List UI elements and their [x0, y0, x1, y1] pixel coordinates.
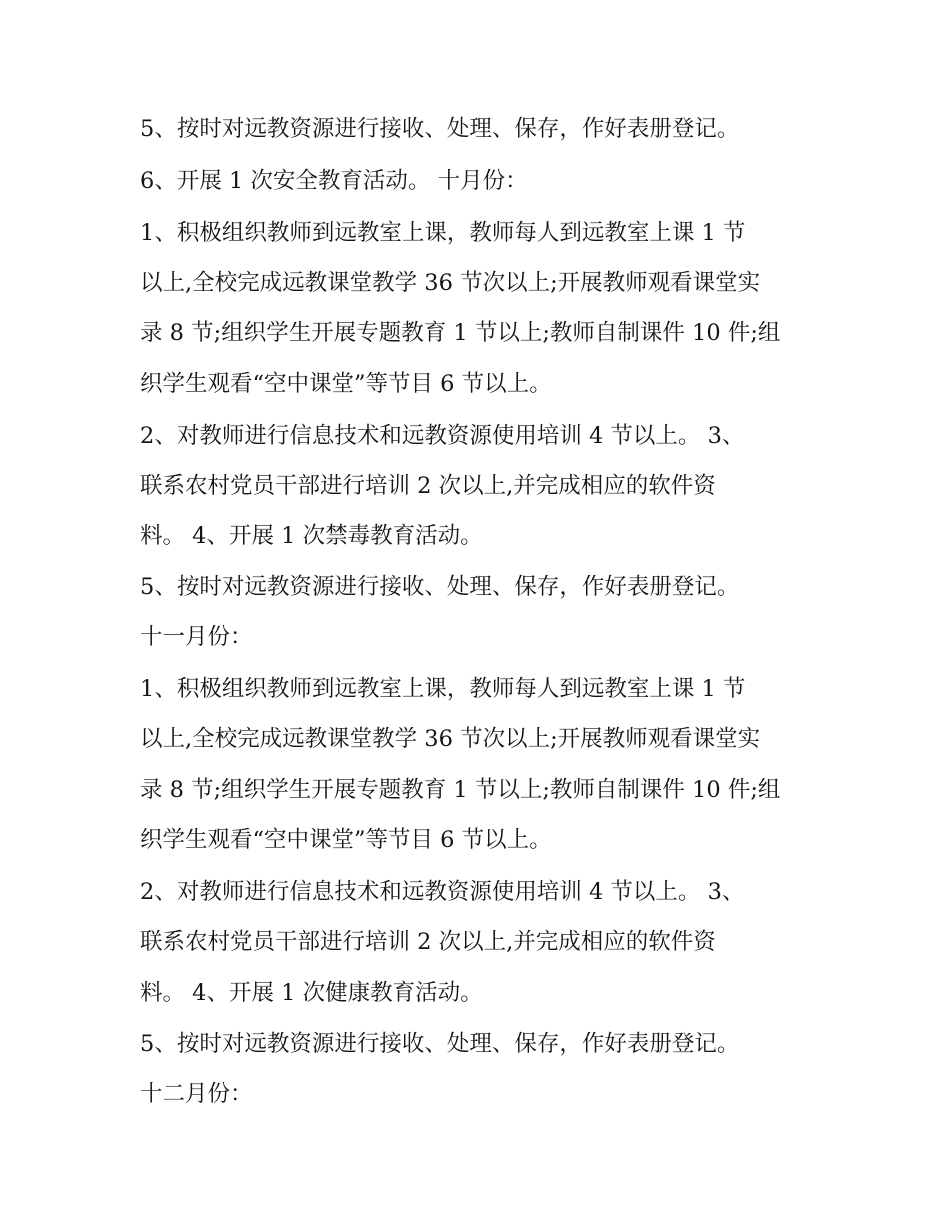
- text-line: 5、按时对远教资源进行接收、处理、保存，作好表册登记。: [140, 116, 740, 142]
- text-line: 2、对教师进行信息技术和远教资源使用培训 4 节以上。 3、: [140, 423, 745, 449]
- text-line: 织学生观看“空中课堂”等节目 6 节以上。: [140, 371, 552, 397]
- text-line: 录 8 节;组织学生开展专题教育 1 节以上;教师自制课件 10 件;组: [140, 320, 781, 346]
- text-line: 1、积极组织教师到远教室上课，教师每人到远教室上课 1 节: [140, 220, 746, 246]
- text-line: 5、按时对远教资源进行接收、处理、保存，作好表册登记。: [140, 1031, 740, 1057]
- section-heading: 十二月份：: [140, 1081, 253, 1107]
- text-line: 以上,全校完成远教课堂教学 36 节次以上;开展教师观看课堂实: [140, 270, 761, 296]
- text-line: 料。 4、开展 1 次禁毒教育活动。: [140, 523, 483, 549]
- text-line: 1、积极组织教师到远教室上课，教师每人到远教室上课 1 节: [140, 676, 746, 702]
- text-line: 联系农村党员干部进行培训 2 次以上,并完成相应的软件资: [140, 473, 716, 499]
- text-line: 联系农村党员干部进行培训 2 次以上,并完成相应的软件资: [140, 929, 716, 955]
- text-line: 5、按时对远教资源进行接收、处理、保存，作好表册登记。: [140, 574, 740, 600]
- text-line: 料。 4、开展 1 次健康教育活动。: [140, 980, 483, 1006]
- text-line: 以上,全校完成远教课堂教学 36 节次以上;开展教师观看课堂实: [140, 726, 761, 752]
- section-heading: 十一月份：: [140, 624, 253, 650]
- text-line: 6、开展 1 次安全教育活动。 十月份：: [140, 168, 528, 194]
- text-line: 录 8 节;组织学生开展专题教育 1 节以上;教师自制课件 10 件;组: [140, 777, 781, 803]
- text-line: 2、对教师进行信息技术和远教资源使用培训 4 节以上。 3、: [140, 879, 745, 905]
- text-line: 织学生观看“空中课堂”等节目 6 节以上。: [140, 827, 552, 853]
